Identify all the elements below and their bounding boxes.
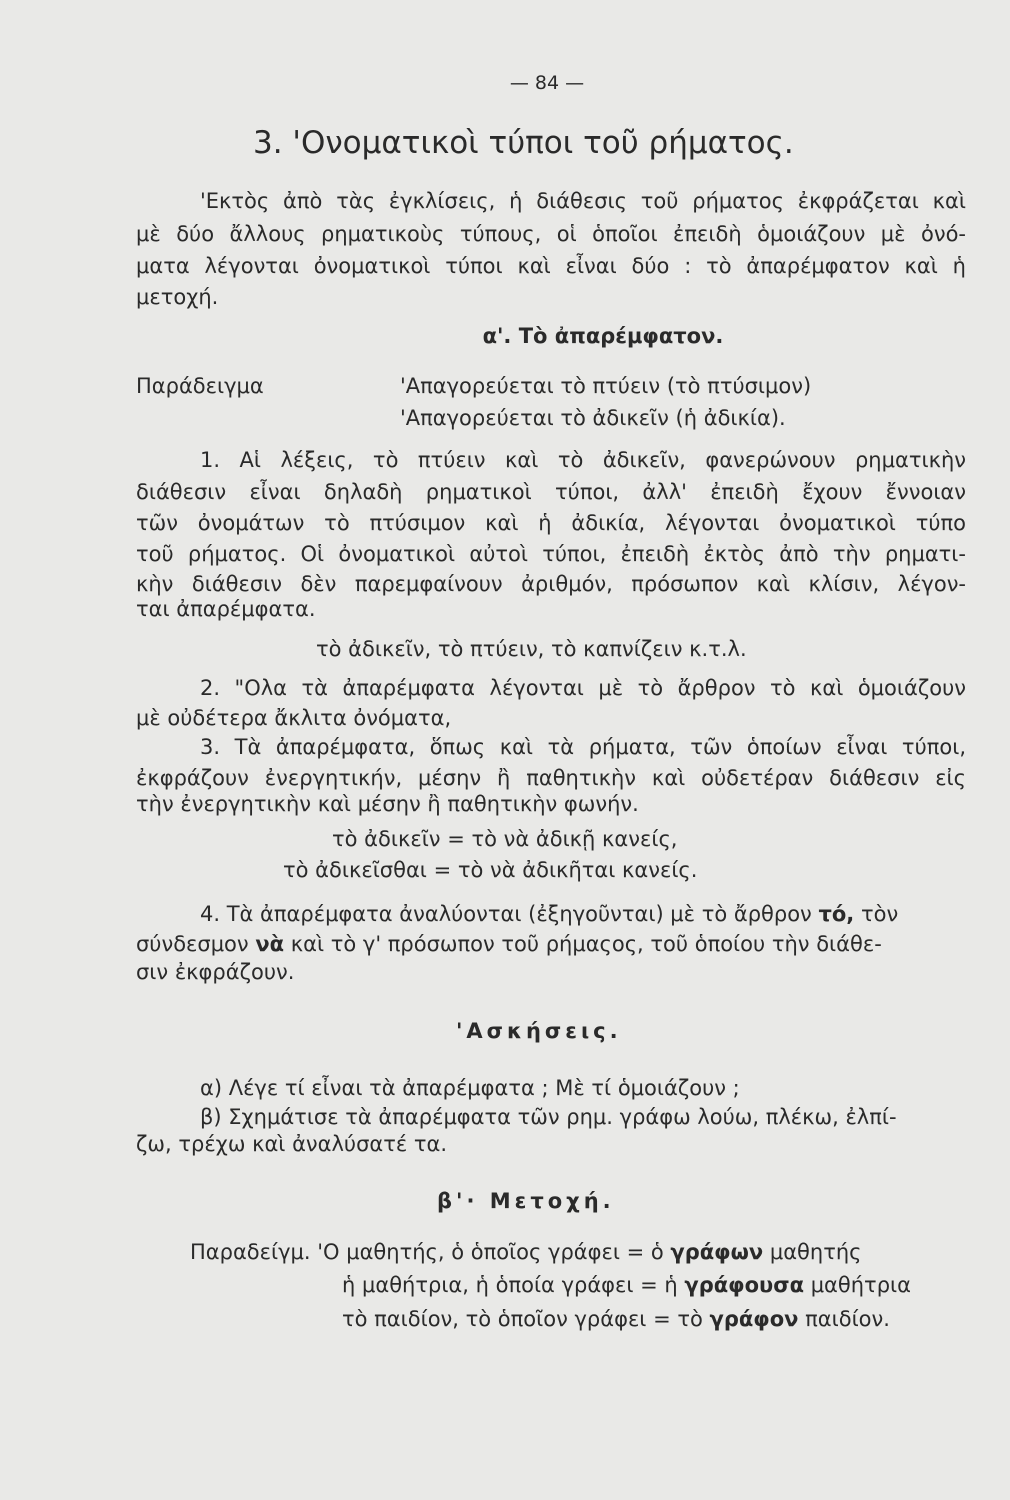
rule-3-example: τὸ ἀδικεῖν = τὸ νὰ ἀδικῇ κανείς, [332,827,678,851]
exercise-item: β) Σχημάτισε τὰ ἀπαρέμφατα τῶν ρημ. γράφω λούω, πλέκω, ἐλπί- [200,1105,897,1129]
text-line: μετοχή. [136,285,219,309]
bold-term: τό, [818,902,855,926]
text-line: 'Εκτὸς ἀπὸ τὰς ἐγκλίσεις, ἡ διάθεσις τοῦ ρήματος ἐκφράζεται καὶ [200,189,966,213]
participle-term: γράφων [670,1240,764,1264]
text-line: 1. Αἱ λέξεις, τὸ πτύειν καὶ τὸ ἀδικεῖν, φανερώνουν ρηματικὴν [200,448,966,472]
text-line: τοῦ ρήματος. Οἱ ὀνοματικοὶ αὐτοὶ τύποι, ἐπειδὴ ἐκτὸς ἀπὸ τὴν ρηματι- [136,542,966,566]
text-segment: Παραδείγμ. 'Ο μαθητής, ὁ ὁποῖος γράφει = ὁ [190,1240,671,1264]
text-segment: σύνδεσμον [136,932,256,956]
page-number: — 84 — [509,72,585,94]
text-line [136,931,882,958]
exercise-item: α) Λέγε τί εἶναι τὰ ἀπαρέμφατα ; Μὲ τί ὁμοιάζουν ; [200,1076,740,1100]
section-a-heading: α'. Τὸ ἀπαρέμφατον. [482,324,724,348]
text-line: 2. "Ολα τὰ ἀπαρέμφατα λέγονται μὲ τὸ ἄρθρον τὸ καὶ ὁμοιάζουν [200,676,966,700]
text-line: ματα λέγονται ὀνοματικοὶ τύποι καὶ εἶναι δύο : τὸ ἀπαρέμφατον καὶ ἡ [136,254,966,278]
section-b-heading: β'· Μετοχή. [437,1189,615,1213]
text-line: μὲ δύο ἄλλους ρηματικοὺς τύπους, οἱ ὁποῖοι ἐπειδὴ ὁμοιάζουν μὲ ὀνό- [136,222,966,246]
exercises-heading: 'Ασκήσεις. [456,1019,622,1043]
example-line: 'Απαγορεύεται τὸ πτύειν (τὸ πτύσιμον) [400,374,812,398]
text-line: κὴν διάθεσιν δὲν παρεμφαίνουν ἀριθμόν, πρόσωπον καὶ κλίσιν, λέγον- [136,572,966,596]
example-line [190,1239,862,1266]
text-segment: μαθήτρια [804,1273,911,1297]
example-label: Παράδειγμα [136,374,264,398]
text-segment: 4. Τὰ ἀπαρέμφατα ἀναλύονται (ἐξηγοῦνται) μὲ τὸ ἄρθρον [200,902,819,926]
text-line: τὴν ἐνεργητικὴν καὶ μέσην ἢ παθητικὴν φωνήν. [136,792,639,816]
text-segment: παιδίον. [798,1307,890,1331]
example-line: 'Απαγορεύεται τὸ ἀδικεῖν (ἡ ἀδικία). [400,406,786,430]
text-line: τῶν ὀνομάτων τὸ πτύσιμον καὶ ἡ ἀδικία, λέγονται ὀνοματικοὶ τύπο [136,511,966,535]
exercise-item: ζω, τρέχω καὶ ἀναλύσατέ τα. [136,1132,448,1156]
text-segment: μαθητής [763,1240,862,1264]
participle-term: γράφουσα [684,1273,805,1297]
participle-term: γράφον [709,1307,799,1331]
bold-term: νὰ [255,932,285,956]
example-line [342,1306,890,1333]
text-line: διάθεσιν εἶναι δηλαδὴ ρηματικοὶ τύποι, ἀλλ' ἐπειδὴ ἔχουν ἔννοιαν [136,480,966,504]
text-line: ἐκφράζουν ἐνεργητικήν, μέσην ἢ παθητικὴν καὶ οὐδετέραν διάθεσιν εἰς [136,766,966,790]
text-line: ται ἀπαρέμφατα. [136,597,316,621]
text-segment: καὶ τὸ γ' πρόσωπον τοῦ ρήμαςος, τοῦ ὁποίου τὴν διάθε- [284,932,882,956]
text-line: μὲ οὐδέτερα ἄκλιτα ὀνόματα, [136,706,452,730]
text-segment: τὸν [854,902,899,926]
rule-3-example: τὸ ἀδικεῖσθαι = τὸ νὰ ἀδικῆται κανείς. [283,858,698,882]
text-line [200,901,898,928]
chapter-title: 3. 'Ονοματικοὶ τύποι τοῦ ρήματος. [253,125,794,161]
example-line [342,1272,911,1299]
text-line: 3. Τὰ ἀπαρέμφατα, ὅπως καὶ τὰ ρήματα, τῶν ὁποίων εἶναι τύποι, [200,735,966,759]
text-line: σιν ἐκφράζουν. [136,960,295,984]
text-segment: τὸ παιδίον, τὸ ὁποῖον γράφει = τὸ [342,1307,710,1331]
text-segment: ἡ μαθήτρια, ἡ ὁποία γράφει = ἡ [342,1273,685,1297]
rule-1-examples: τὸ ἀδικεῖν, τὸ πτύειν, τὸ καπνίζειν κ.τ.λ. [316,637,747,661]
